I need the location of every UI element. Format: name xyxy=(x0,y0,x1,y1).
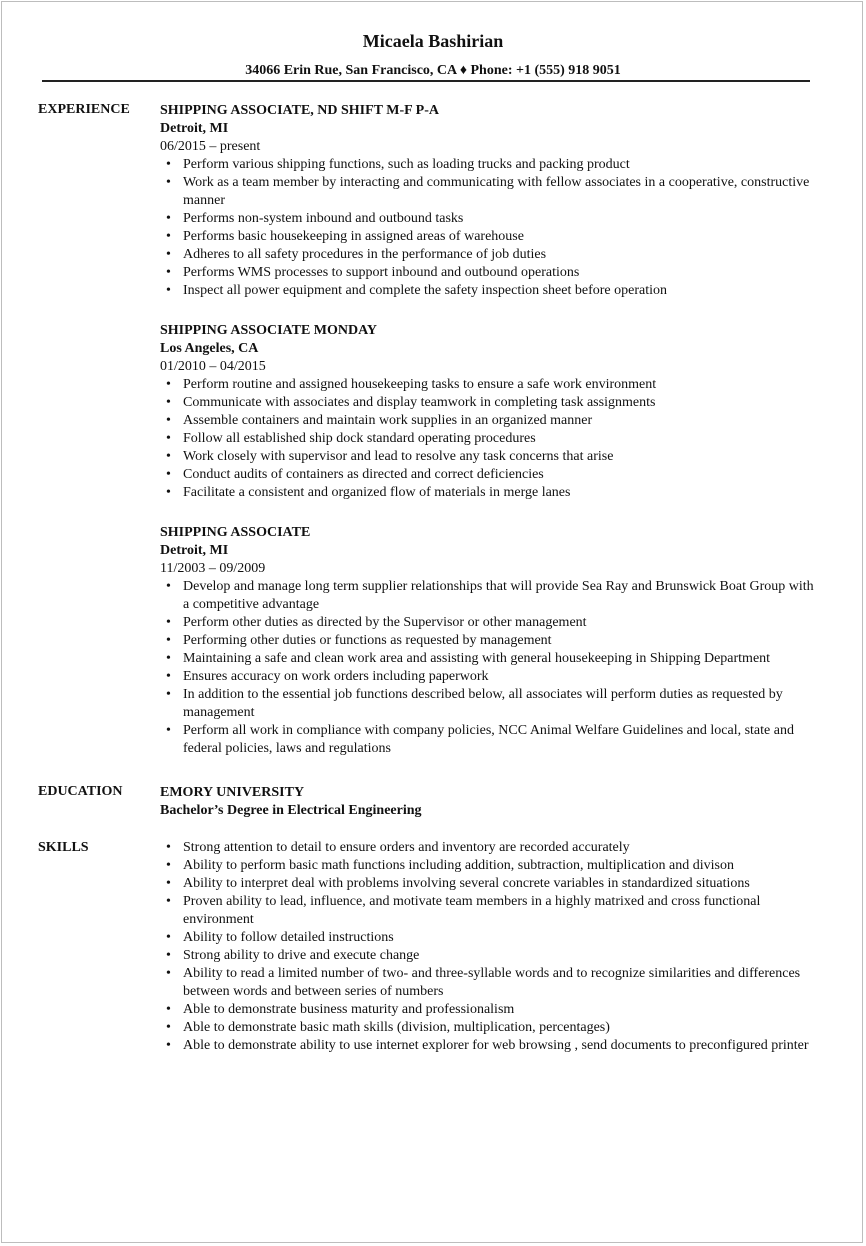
job-dates: 01/2010 – 04/2015 xyxy=(160,359,266,374)
job-location: Los Angeles, CA xyxy=(160,341,259,356)
list-item: • Maintaining a safe and clean work area and assisting with general housekeeping in Shipping Department xyxy=(160,650,820,668)
degree: Bachelor’s Degree in Electrical Engineering xyxy=(160,803,422,818)
job-2 xyxy=(160,322,820,502)
education-heading: EDUCATION xyxy=(38,784,123,799)
job-duties-list xyxy=(160,156,820,300)
list-item: • Work as a team member by interacting and communicating with fellow associates in a cooperative, constructive manner xyxy=(160,174,820,210)
contact-line: 34066 Erin Rue, San Francisco, CA ♦ Phone: +1 (555) 918 9051 xyxy=(245,63,621,78)
list-item: • Follow all established ship dock standard operating procedures xyxy=(160,430,820,448)
candidate-name: Micaela Bashirian xyxy=(362,31,504,51)
job-1 xyxy=(160,102,820,300)
list-item: • Conduct audits of containers as directed and correct deficiencies xyxy=(160,466,820,484)
list-item: • Facilitate a consistent and organized flow of materials in merge lanes xyxy=(160,484,820,502)
list-item: • Able to demonstrate business maturity and professionalism xyxy=(160,1001,820,1019)
school-name: EMORY UNIVERSITY xyxy=(160,785,305,800)
education-entry xyxy=(160,784,820,820)
list-item: • Proven ability to lead, influence, and motivate team members in a highly matrixed and cross functional environment xyxy=(160,893,820,929)
job-dates: 06/2015 – present xyxy=(160,139,261,154)
job-location: Detroit, MI xyxy=(160,121,229,136)
list-item: • Ability to interpret deal with problems involving several concrete variables in standardized situations xyxy=(160,875,820,893)
list-item: • Able to demonstrate ability to use internet explorer for web browsing , send documents to preconfigured printer xyxy=(160,1037,820,1055)
experience-heading: EXPERIENCE xyxy=(38,102,130,117)
list-item: • Ability to perform basic math functions including addition, subtraction, multiplication and divison xyxy=(160,857,820,875)
list-item: • Communicate with associates and display teamwork in completing task assignments xyxy=(160,394,820,412)
list-item: • Perform routine and assigned housekeeping tasks to ensure a safe work environment xyxy=(160,376,820,394)
list-item: • Strong attention to detail to ensure orders and inventory are recorded accurately xyxy=(160,839,820,857)
list-item: • Able to demonstrate basic math skills (division, multiplication, percentages) xyxy=(160,1019,820,1037)
list-item: • Inspect all power equipment and complete the safety inspection sheet before operation xyxy=(160,282,820,300)
list-item: • Ability to follow detailed instructions xyxy=(160,929,820,947)
job-title: SHIPPING ASSOCIATE, ND SHIFT M-F P-A xyxy=(160,103,439,118)
list-item: • Strong ability to drive and execute change xyxy=(160,947,820,965)
job-3 xyxy=(160,524,820,758)
list-item: • Assemble containers and maintain work supplies in an organized manner xyxy=(160,412,820,430)
list-item: • Performs non-system inbound and outbound tasks xyxy=(160,210,820,228)
list-item: • Ability to read a limited number of two- and three-syllable words and to recognize similarities and differences between words and between series of numbers xyxy=(160,965,820,1001)
list-item: • Perform various shipping functions, such as loading trucks and packing product xyxy=(160,156,820,174)
list-item: • Ensures accuracy on work orders including paperwork xyxy=(160,668,820,686)
list-item: • Performs basic housekeeping in assigned areas of warehouse xyxy=(160,228,820,246)
list-item: • Work closely with supervisor and lead to resolve any task concerns that arise xyxy=(160,448,820,466)
list-item: • Develop and manage long term supplier relationships that will provide Sea Ray and Brunswick Boat Group with a competitive advantage xyxy=(160,578,820,614)
list-item: • Adheres to all safety procedures in the performance of job duties xyxy=(160,246,820,264)
skills-list xyxy=(160,839,820,1055)
header-divider xyxy=(42,80,810,82)
job-duties-list xyxy=(160,578,820,758)
job-title: SHIPPING ASSOCIATE xyxy=(160,525,311,540)
skills-heading: SKILLS xyxy=(38,840,89,855)
job-location: Detroit, MI xyxy=(160,543,229,558)
job-dates: 11/2003 – 09/2009 xyxy=(160,561,266,576)
list-item: • Performing other duties or functions as requested by management xyxy=(160,632,820,650)
job-duties-list xyxy=(160,376,820,502)
skills-section xyxy=(160,839,820,1055)
list-item: • In addition to the essential job functions described below, all associates will perform duties as requested by management xyxy=(160,686,820,722)
list-item: • Performs WMS processes to support inbound and outbound operations xyxy=(160,264,820,282)
job-title: SHIPPING ASSOCIATE MONDAY xyxy=(160,323,378,338)
list-item: • Perform all work in compliance with company policies, NCC Animal Welfare Guidelines and local, state and federal policies, laws and regulations xyxy=(160,722,820,758)
list-item: • Perform other duties as directed by the Supervisor or other management xyxy=(160,614,820,632)
